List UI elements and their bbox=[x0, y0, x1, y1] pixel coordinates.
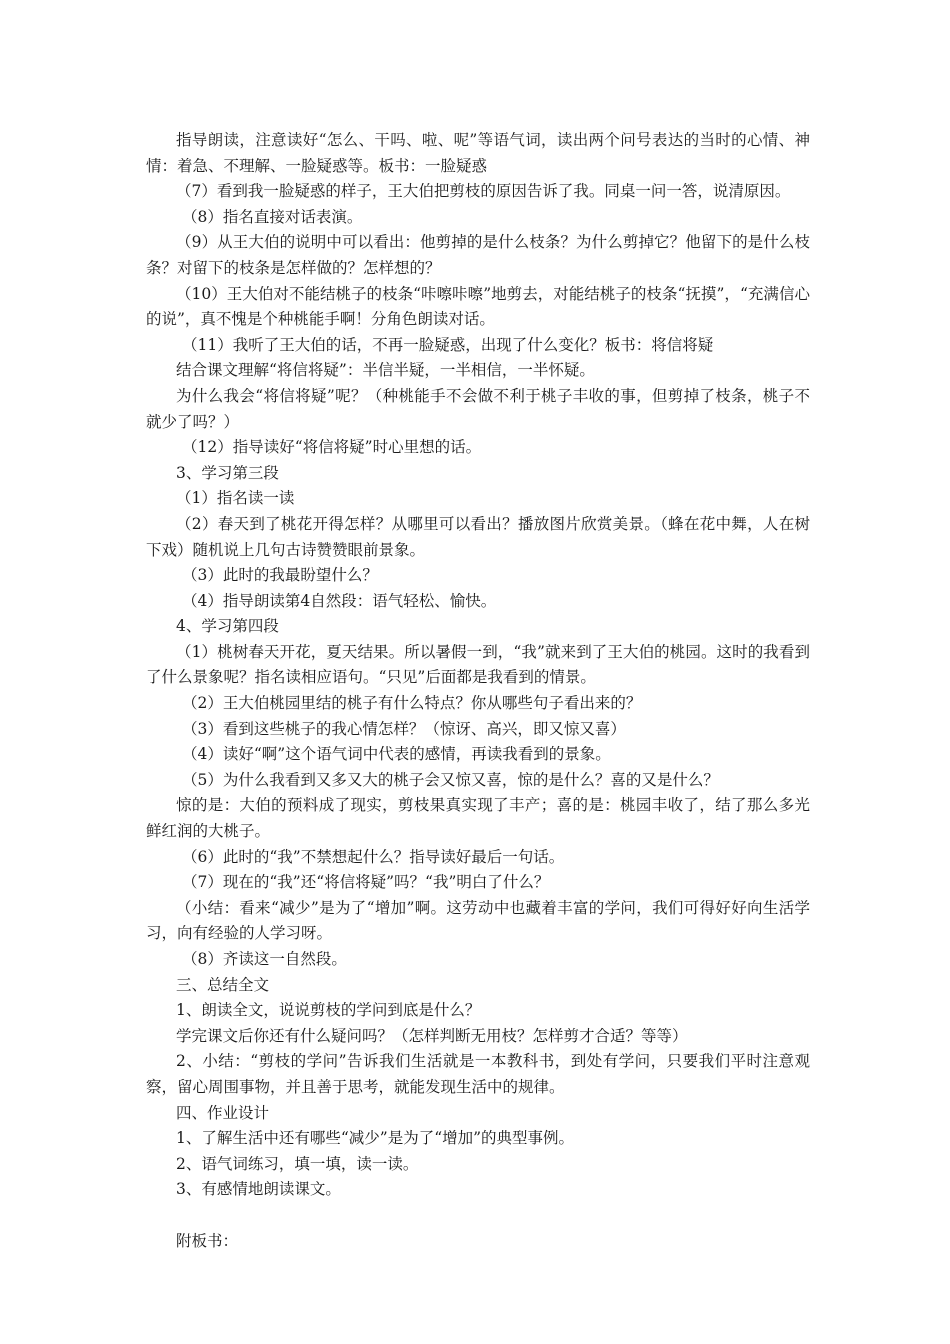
paragraph: 1、朗读全文，说说剪枝的学问到底是什么？ bbox=[176, 1001, 481, 1020]
paragraph: （8）指名直接对话表演。 bbox=[182, 207, 363, 226]
paragraph: 指导朗读，注意读好“怎么、干吗、啦、呢”等语气词，读出两个问号表达的当时的心情、神情：着急、不理解、一脸疑惑等。板书：一脸疑惑 bbox=[146, 131, 810, 175]
paragraph: （5）为什么我看到又多又大的桃子会又惊又喜，惊的是什么？喜的又是什么？ bbox=[182, 770, 719, 789]
paragraph: 1、了解生活中还有哪些“减少”是为了“增加”的典型事例。 bbox=[176, 1129, 575, 1148]
paragraph: （3）看到这些桃子的我心情怎样？（惊讶、高兴，即又惊又喜） bbox=[182, 719, 626, 738]
document-page bbox=[146, 128, 810, 1255]
spacer bbox=[146, 1203, 810, 1229]
paragraph: （8）齐读这一自然段。 bbox=[182, 950, 347, 968]
paragraph: 学完课文后你还有什么疑问吗？（怎样判断无用枝？怎样剪才合适？等等） bbox=[176, 1026, 688, 1045]
paragraph: （4）读好“啊”这个语气词中代表的感情，再读我看到的景象。 bbox=[182, 745, 611, 764]
paragraph: （2）王大伯桃园里结的桃子有什么特点？你从哪些句子看出来的？ bbox=[182, 694, 642, 713]
section-heading: 4、学习第四段 bbox=[176, 617, 279, 636]
section-heading: 3、学习第三段 bbox=[176, 463, 279, 482]
paragraph: 3、有感情地朗读课文。 bbox=[176, 1180, 341, 1199]
paragraph: （6）此时的“我”不禁想起什么？指导读好最后一句话。 bbox=[182, 847, 565, 866]
appendix-label: 附板书： bbox=[176, 1231, 239, 1250]
paragraph: （7）看到我一脸疑惑的样子，王大伯把剪枝的原因告诉了我。同桌一问一答，说清原因。 bbox=[176, 182, 791, 201]
paragraph: （7）现在的“我”还“将信将疑”吗？“我”明白了什么？ bbox=[182, 873, 550, 892]
paragraph: （4）指导朗读第4自然段：语气轻松、愉快。 bbox=[182, 591, 497, 610]
paragraph: （1）指名读一读 bbox=[176, 489, 295, 508]
paragraph: 结合课文理解“将信将疑”：半信半疑，一半相信，一半怀疑。 bbox=[176, 361, 595, 380]
paragraph: （10）王大伯对不能结桃子的枝条“咔嚓咔嚓”地剪去，对能结桃子的枝条“抚摸”，“充满信心的说”，真不愧是个种桃能手啊！分角色朗读对话。 bbox=[146, 284, 810, 329]
paragraph: 2、小结：“剪枝的学问”告诉我们生活就是一本教科书，到处有学问，只要我们平时注意观察，留心周围事物，并且善于思考，就能发现生活中的规律。 bbox=[146, 1052, 810, 1096]
paragraph: （11）我听了王大伯的话，不再一脸疑惑，出现了什么变化？板书：将信将疑 bbox=[182, 335, 714, 354]
paragraph: （2）春天到了桃花开得怎样？从哪里可以看出？播放图片欣赏美景。（蜂在花中舞，人在树下戏）随机说上几句古诗赞赞眼前景象。 bbox=[146, 514, 810, 559]
paragraph: （9）从王大伯的说明中可以看出：他剪掉的是什么枝条？为什么剪掉它？他留下的是什么枝条？对留下的枝条是怎样做的？怎样想的？ bbox=[146, 233, 810, 277]
paragraph: 惊的是：大伯的预料成了现实，剪枝果真实现了丰产；喜的是：桃园丰收了，结了那么多光鲜红润的大桃子。 bbox=[146, 796, 810, 841]
section-heading: 三、总结全文 bbox=[176, 975, 270, 994]
paragraph: 2、语气词练习，填一填，读一读。 bbox=[176, 1154, 419, 1173]
paragraph: （小结：看来“减少”是为了“增加”啊。这劳动中也藏着丰富的学问，我们可得好好向生活学习，向有经验的人学习呀。 bbox=[146, 898, 810, 943]
paragraph: （12）指导读好“将信将疑”时心里想的话。 bbox=[182, 438, 482, 457]
paragraph: （3）此时的我最盼望什么？ bbox=[182, 566, 378, 585]
paragraph: （1）桃树春天开花，夏天结果。所以暑假一到，“我”就来到了王大伯的桃园。这时的我看到了什么景象呢？指名读相应语句。“只见”后面都是我看到的情景。 bbox=[146, 642, 810, 687]
paragraph: 为什么我会“将信将疑”呢？（种桃能手不会做不利于桃子丰收的事，但剪掉了枝条，桃子不就少了吗？） bbox=[146, 386, 810, 431]
section-heading: 四、作业设计 bbox=[176, 1103, 270, 1122]
